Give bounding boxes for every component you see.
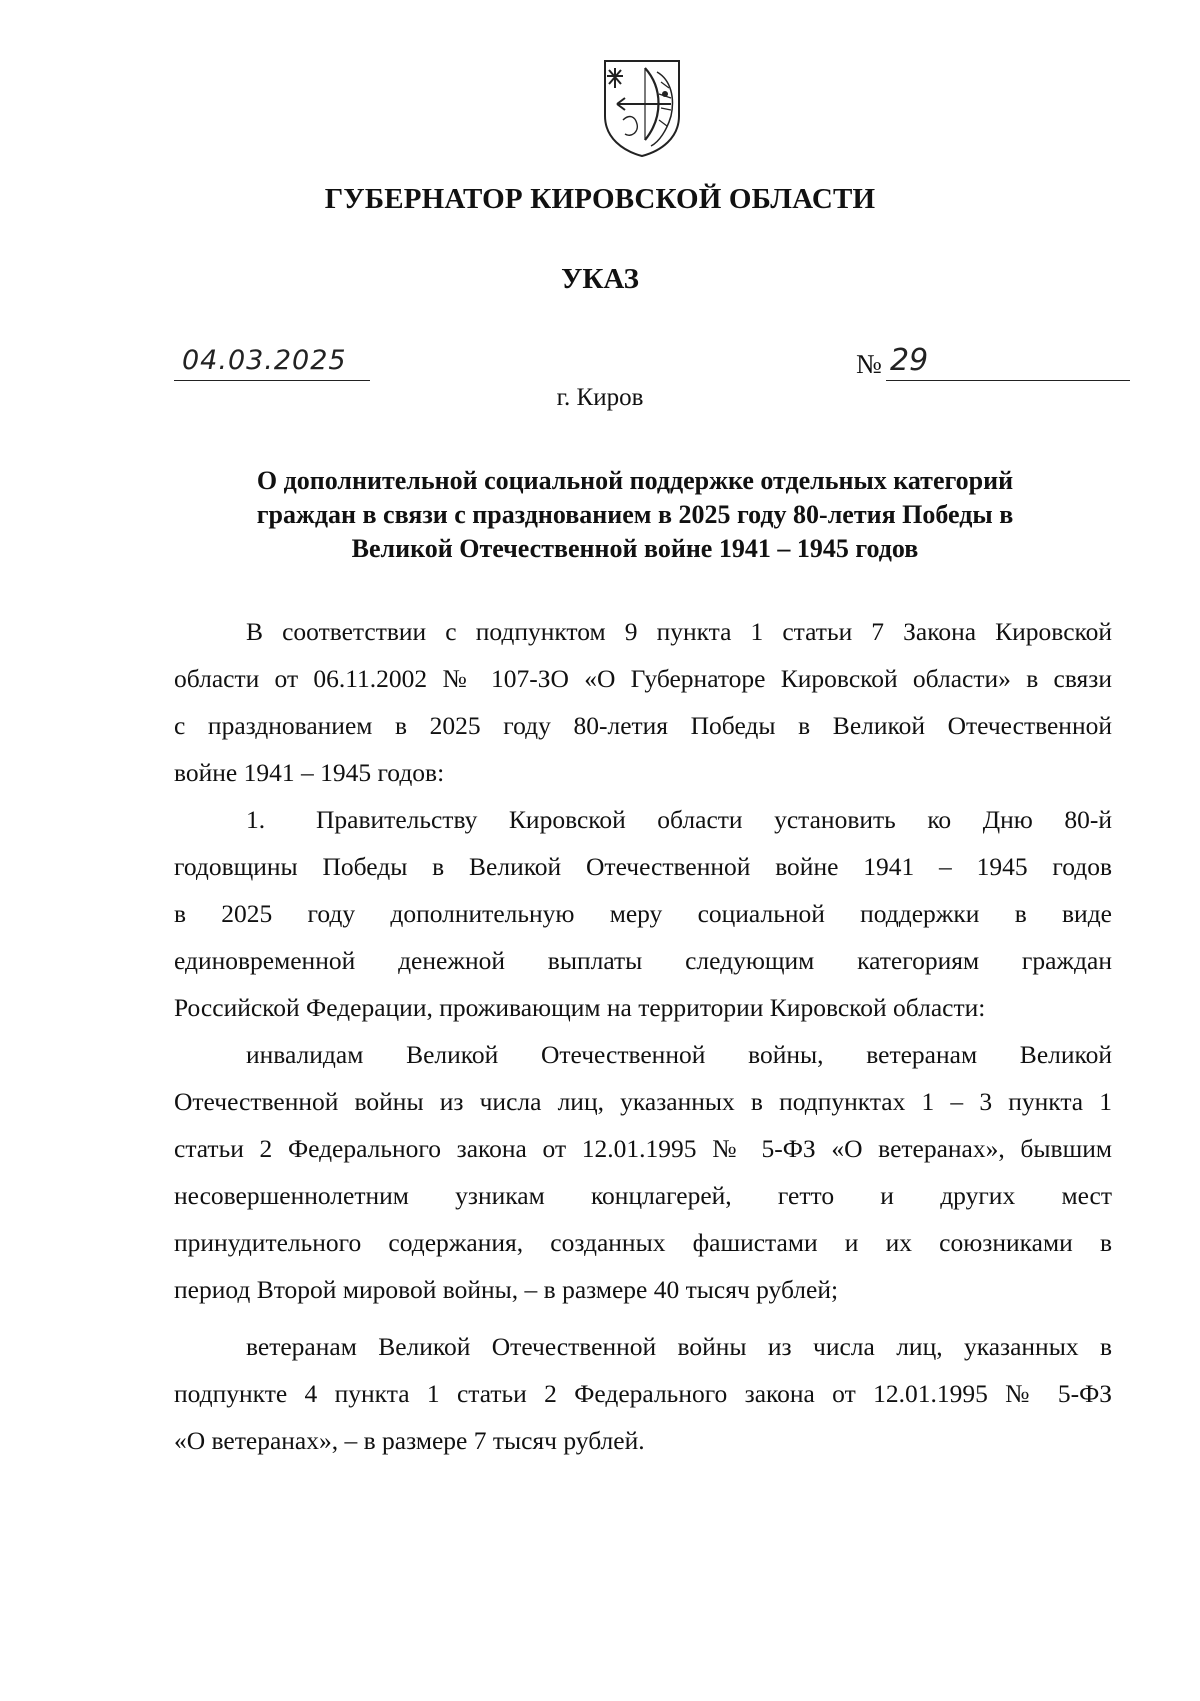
item-1-line: в 2025 году дополнительную меру социальной поддержки в виде: [174, 899, 1112, 928]
paragraph-b-line: «О ветеранах», – в размере 7 тысяч рублей.: [174, 1426, 645, 1455]
item-1-line: Российской Федерации, проживающим на территории Кировской области:: [174, 993, 986, 1022]
document-number-field: [856, 345, 1130, 381]
paragraph-a-line: период Второй мировой войны, – в размере 40 тысяч рублей;: [174, 1275, 839, 1304]
document-title: [200, 464, 1070, 566]
coat-of-arms-emblem: [601, 58, 683, 158]
preamble-line: с празднованием в 2025 году 80-летия Победы в Великой Отечественной: [174, 711, 1112, 740]
item-1-line: единовременной денежной выплаты следующим категориям граждан: [174, 946, 1112, 975]
number-underline: [886, 380, 1130, 381]
paragraph-a-line: принудительного содержания, созданных фашистами и их союзниками в: [174, 1228, 1112, 1257]
item-1-number: 1.: [246, 805, 266, 834]
place-of-issue: г. Киров: [556, 384, 644, 411]
paragraph-b-line: подпункте 4 пункта 1 статьи 2 Федерального закона от 12.01.1995 № 5-ФЗ: [174, 1379, 1112, 1408]
item-1-text: Правительству Кировской области установить ко Дню 80-й: [316, 805, 1112, 834]
issuing-authority: ГУБЕРНАТОР КИРОВСКОЙ ОБЛАСТИ: [324, 183, 876, 215]
paragraph-a-line: несовершеннолетним узникам концлагерей, гетто и других мест: [174, 1181, 1112, 1210]
item-1-first-line: [174, 796, 1112, 843]
number-sign: №: [856, 349, 882, 379]
document-date: 04.03.2025: [182, 345, 347, 376]
preamble-line: области от 06.11.2002 № 107-ЗО «О Губернаторе Кировской области» в связи: [174, 664, 1112, 693]
document-type: УКАЗ: [561, 263, 639, 295]
document-number: 29: [890, 343, 929, 378]
document-date-field: [174, 345, 370, 381]
paragraph-a-line: статьи 2 Федерального закона от 12.01.1995 № 5-ФЗ «О ветеранах», бывшим: [174, 1134, 1112, 1163]
item-1-line: годовщины Победы в Великой Отечественной войне 1941 – 1945 годов: [174, 852, 1112, 881]
document-body: [174, 608, 1112, 1464]
paragraph-spacer: [174, 1313, 1112, 1323]
date-underline: [174, 380, 370, 381]
paragraph-b-line: ветеранам Великой Отечественной войны из числа лиц, указанных в: [246, 1332, 1112, 1361]
title-line: граждан в связи с празднованием в 2025 году 80-летия Победы в: [256, 500, 1014, 529]
title-line: Великой Отечественной войне 1941 – 1945 годов: [351, 534, 919, 563]
paragraph-a-line: инвалидам Великой Отечественной войны, ветеранам Великой: [246, 1040, 1112, 1069]
preamble-line: войне 1941 – 1945 годов:: [174, 758, 445, 787]
title-line: О дополнительной социальной поддержке отдельных категорий: [256, 466, 1014, 495]
paragraph-a-line: Отечественной войны из числа лиц, указанных в подпунктах 1 – 3 пункта 1: [174, 1087, 1112, 1116]
preamble-line: В соответствии с подпунктом 9 пункта 1 статьи 7 Закона Кировской: [246, 617, 1112, 646]
